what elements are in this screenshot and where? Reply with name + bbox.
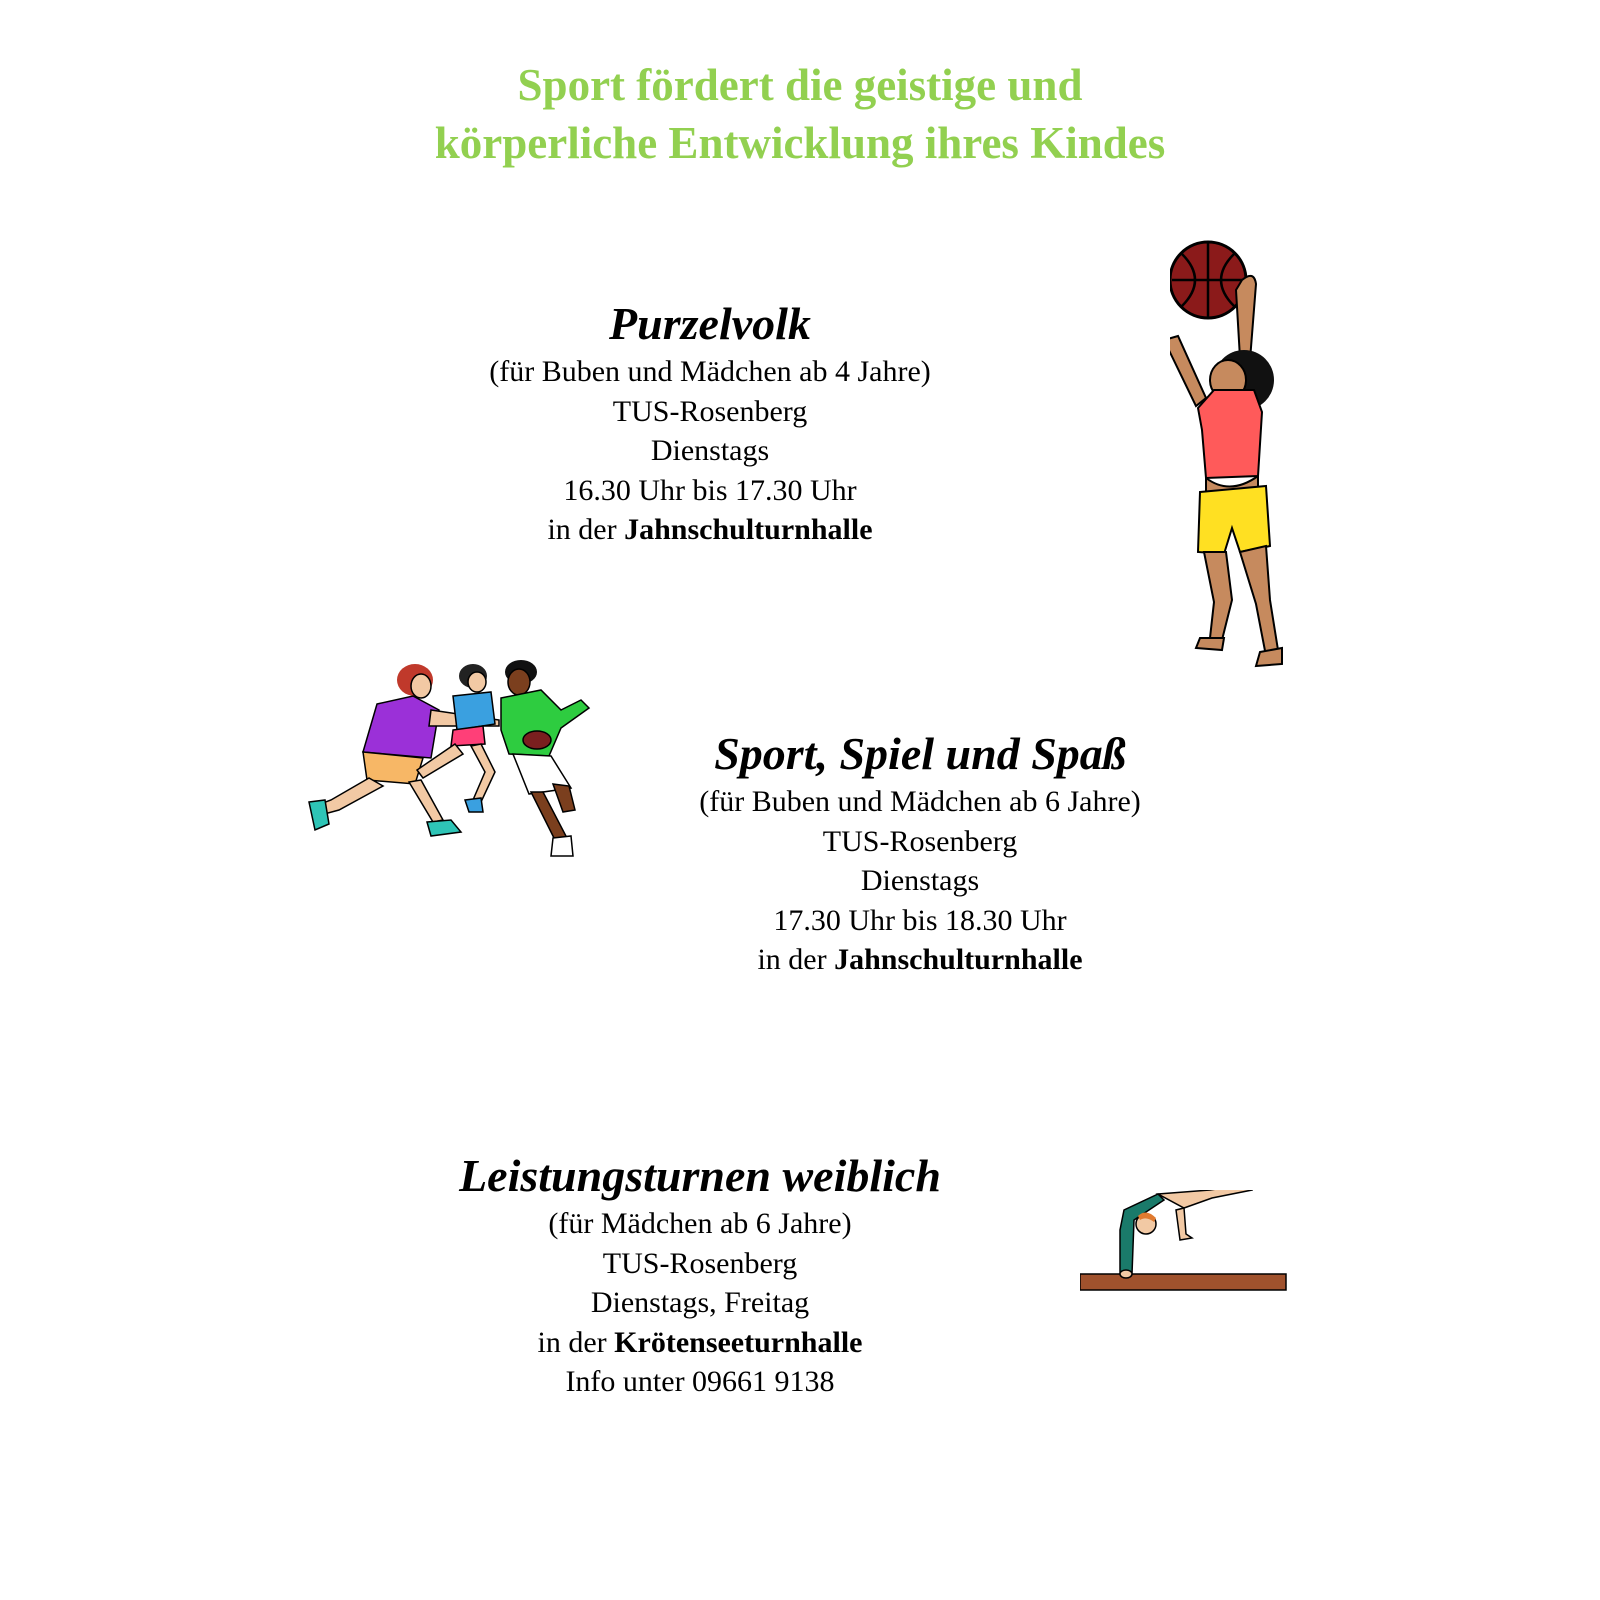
course-title: Sport, Spiel und Spaß <box>714 728 1126 779</box>
course-sport-spiel-spass <box>650 726 1190 980</box>
course-time: 17.30 Uhr bis 18.30 Uhr <box>773 903 1067 937</box>
course-days: Dienstags, Freitag <box>590 1286 810 1319</box>
course-club: TUS-Rosenberg <box>602 1246 798 1280</box>
basketball-child-icon <box>1170 240 1320 680</box>
running-kids-icon <box>305 660 595 860</box>
page-headline <box>0 56 1600 172</box>
course-club: TUS-Rosenberg <box>612 394 808 428</box>
course-venue-line <box>650 940 1190 980</box>
gymnast-beam-icon <box>1080 1190 1300 1300</box>
headline-line-1: Sport fördert die geistige und <box>517 60 1083 110</box>
gymnast-beam-illustration <box>1080 1190 1300 1305</box>
venue-prefix: in der <box>547 513 617 546</box>
course-audience: (für Buben und Mädchen ab 6 Jahre) <box>699 785 1141 818</box>
course-leistungsturnen <box>430 1148 970 1402</box>
course-info: Info unter 09661 9138 <box>565 1365 835 1398</box>
course-venue-line <box>440 510 980 550</box>
course-title: Purzelvolk <box>609 298 811 349</box>
running-kids-illustration <box>305 660 595 865</box>
course-audience: (für Buben und Mädchen ab 4 Jahre) <box>489 355 931 388</box>
venue-name: Jahnschulturnhalle <box>624 513 873 546</box>
course-title: Leistungsturnen weiblich <box>459 1150 941 1201</box>
course-days: Dienstags <box>650 434 770 467</box>
headline-line-2: körperliche Entwicklung ihres Kindes <box>434 118 1166 168</box>
course-club: TUS-Rosenberg <box>822 824 1018 858</box>
course-audience: (für Mädchen ab 6 Jahre) <box>548 1207 852 1240</box>
venue-name: Jahnschulturnhalle <box>834 943 1083 976</box>
course-purzelvolk <box>440 296 980 550</box>
course-time: 16.30 Uhr bis 17.30 Uhr <box>563 473 857 507</box>
course-days: Dienstags <box>860 864 980 897</box>
basketball-child-illustration <box>1170 240 1320 685</box>
venue-prefix: in der <box>757 943 827 976</box>
course-venue-line <box>430 1323 970 1363</box>
venue-prefix: in der <box>537 1325 607 1359</box>
venue-name: Krötenseeturnhalle <box>614 1325 863 1359</box>
